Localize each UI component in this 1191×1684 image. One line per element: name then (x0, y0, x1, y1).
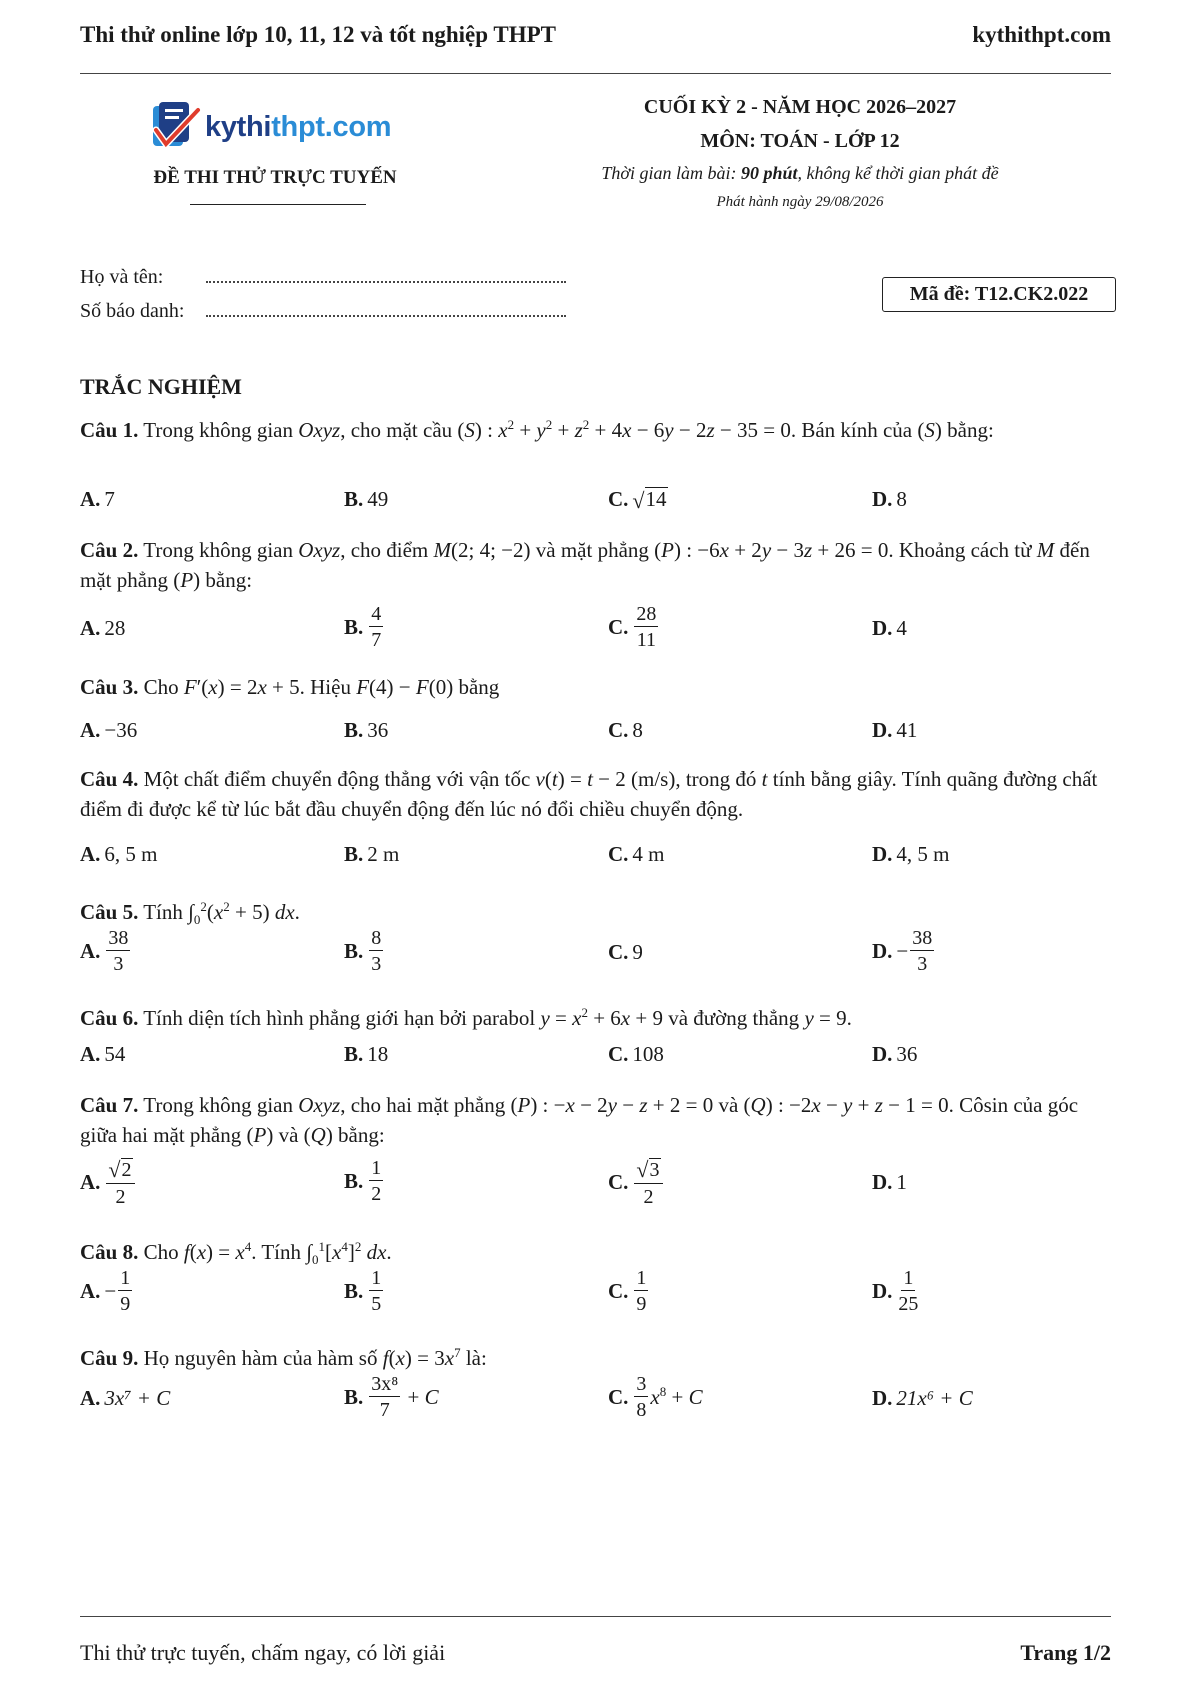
option-c[interactable]: C. √ 3 2 (608, 1158, 665, 1207)
option-d[interactable]: D. 4 (872, 616, 907, 640)
option-d[interactable]: D. − $\frac{38}{3}$ (872, 927, 933, 975)
running-header (80, 22, 1111, 48)
exam-heading (560, 96, 1040, 211)
option-b[interactable]: B. $\frac{1}{2}$ (344, 1157, 382, 1205)
question-3: Câu 3. Cho F′(x) = 2x + 5. Hiệu F(4) − F(0) bằng (80, 675, 500, 699)
option-d[interactable]: D. 41 (872, 718, 918, 742)
logo-mark-icon (150, 100, 202, 154)
question-8: Câu 8. Cho $f(x) = x^4$. Tính $\int_0^1[x^4]^2$ dx. (80, 1239, 392, 1268)
exam-duration: Thời gian làm bài: 90 phút, không kể thời gian phát đề (601, 163, 999, 183)
option-d[interactable]: D. 1 (872, 1170, 907, 1194)
option-b[interactable]: B. 2 m (344, 842, 400, 866)
option-a[interactable]: A. 6, 5 m (80, 842, 158, 866)
online-exam-label: ĐỀ THI THỬ TRỰC TUYẾN (153, 167, 397, 188)
header-left-text: Thi thử online lớp 10, 11, 12 và tốt nghiệp THPT (80, 22, 556, 47)
option-a[interactable]: A. 7 (80, 487, 115, 511)
id-blank (206, 303, 566, 317)
option-a[interactable]: A. 3x⁷ + C (80, 1386, 171, 1410)
exam-release-date: Phát hành ngày 29/08/2026 (716, 194, 884, 210)
footer-tagline: Thi thử trực tuyến, chấm ngay, có lời giải (80, 1640, 446, 1665)
id-label: Số báo danh: (80, 300, 185, 322)
page-footer (80, 1640, 1111, 1666)
option-a[interactable]: A. 54 (80, 1042, 126, 1066)
option-d[interactable]: D. $\frac{1}{25}$ (872, 1267, 919, 1315)
option-d[interactable]: D. 21x⁶ + C (872, 1386, 973, 1410)
option-c[interactable]: C. 8 (608, 718, 643, 742)
question-5: Câu 5. Tính $\int_0^2(x^2 + 5)$ dx. (80, 899, 300, 928)
option-b[interactable]: B. $\frac{\text{3x⁸}}{7}$ + C (344, 1373, 439, 1421)
option-b[interactable]: B. 18 (344, 1042, 389, 1066)
id-field-row (80, 300, 566, 334)
option-c[interactable]: C. 108 (608, 1042, 664, 1066)
option-d[interactable]: D. 4, 5 m (872, 842, 950, 866)
option-c[interactable]: C. 4 m (608, 842, 665, 866)
name-label: Họ và tên: (80, 266, 164, 288)
option-c[interactable]: C. $\frac{3}{8}$ $x^8 + C$ (608, 1373, 703, 1421)
option-b[interactable]: B. 36 (344, 718, 389, 742)
online-label-underline (190, 204, 366, 205)
option-b[interactable]: B. $\frac{8}{3}$ (344, 927, 382, 975)
question-2: Câu 2. Trong không gian Oxyz, cho điểm M(2; 4; −2) và mặt phẳng (P) : −6x + 2y − 3z + 26 = 0. Khoảng cách từ M đến mặt phẳng (P) bằng: (80, 538, 1090, 592)
sqrt-expression: √ 14 (632, 487, 667, 513)
question-1: Câu 1. Trong không gian Oxyz, cho mặt cầu (S) : $x^2 + y^2 + z^2 + 4x - 6y - 2z - 35 = 0$. Bán kính của (S) bằng: (80, 417, 994, 442)
option-b[interactable]: B. $\frac{4}{7}$ (344, 603, 382, 651)
header-site-link[interactable]: kythithpt.com (972, 22, 1111, 47)
option-a[interactable]: A. √ 2 2 (80, 1158, 137, 1207)
name-field-row (80, 266, 566, 300)
option-c[interactable]: C. $\frac{1}{9}$ (608, 1267, 647, 1315)
option-b[interactable]: B. 49 (344, 487, 389, 511)
option-a[interactable]: A. − $\frac{1}{9}$ (80, 1267, 131, 1315)
site-logo[interactable] (150, 100, 391, 154)
candidate-fields (80, 266, 566, 334)
question-9: Câu 9. Họ nguyên hàm của hàm số $f(x) = 3x^7$ là: (80, 1345, 487, 1370)
logo-wordmark: kythithpt.com (205, 110, 392, 143)
option-a[interactable]: A. 28 (80, 616, 126, 640)
option-a[interactable]: A. $\frac{38}{3}$ (80, 927, 129, 975)
option-a[interactable]: A. −36 (80, 718, 138, 742)
question-6: Câu 6. Tính diện tích hình phẳng giới hạn bởi parabol $y = x^2 + 6x + 9$ và đường thẳng y = 9. (80, 1005, 852, 1030)
option-b[interactable]: B. $\frac{1}{5}$ (344, 1267, 382, 1315)
exam-subject: MÔN: TOÁN - LỚP 12 (700, 130, 900, 152)
option-c[interactable]: C. √ 14 (608, 487, 667, 513)
header-rule (80, 73, 1111, 74)
name-blank (206, 269, 566, 283)
question-7: Câu 7. Trong không gian Oxyz, cho hai mặt phẳng (P) : −x − 2y − z + 2 = 0 và (Q) : −2x − y + z − 1 = 0. Côsin của góc giữa hai mặt phẳng (P) và (Q) bằng: (80, 1093, 1079, 1147)
exam-title: CUỐI KỲ 2 - NĂM HỌC 2026–2027 (643, 96, 957, 118)
footer-rule (80, 1616, 1111, 1617)
option-d[interactable]: D. 36 (872, 1042, 918, 1066)
exam-code-box: Mã đề: T12.CK2.022 (882, 277, 1116, 312)
page-number: Trang 1/2 (1020, 1640, 1111, 1665)
option-c[interactable]: C. 9 (608, 940, 643, 964)
option-d[interactable]: D. 8 (872, 487, 907, 511)
question-4: Câu 4. Một chất điểm chuyển động thẳng với vận tốc v(t) = t − 2 (m/s), trong đó t tính bằng giây. Tính quãng đường chất điểm đi được kể từ lúc bắt đầu chuyển động đến lúc nó đổi chiều chuyển động. (80, 767, 1098, 821)
section-title: TRẮC NGHIỆM (80, 374, 242, 399)
option-c[interactable]: C. $\frac{28}{11}$ (608, 603, 657, 651)
